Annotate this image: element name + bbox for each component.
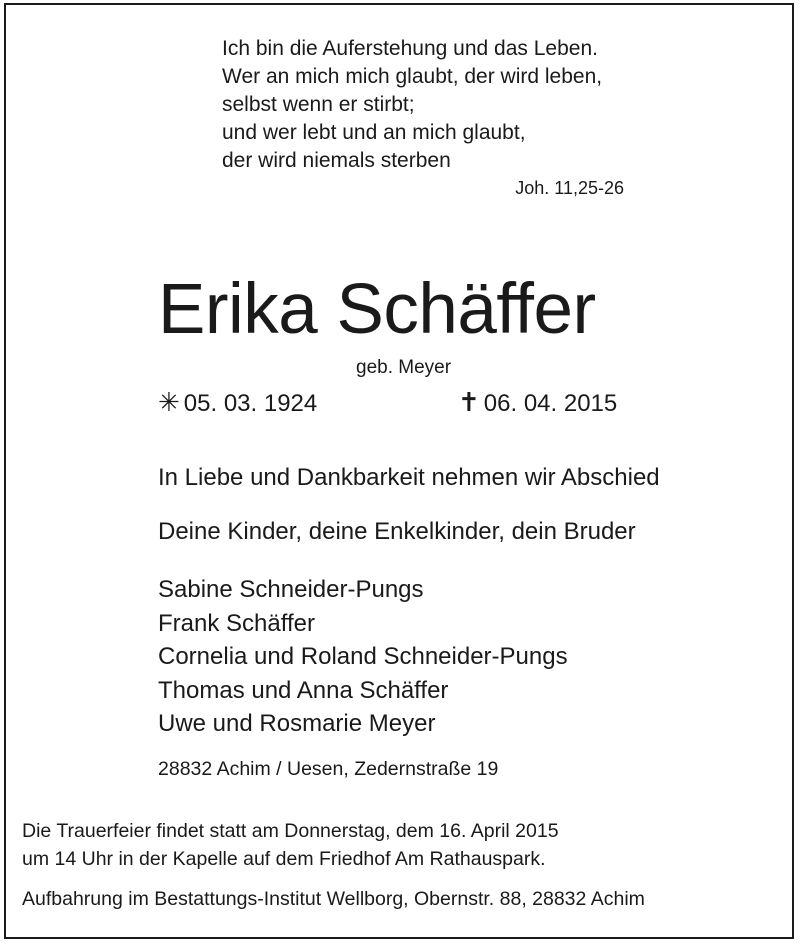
verse-line: Ich bin die Auferstehung und das Leben. [222, 37, 598, 60]
birth-date: 05. 03. 1924 [183, 390, 318, 417]
birth-star-icon: ✳ [158, 387, 180, 417]
mourner-list [158, 573, 568, 741]
verse-line: Wer an mich mich glaubt, der wird leben, [222, 65, 603, 88]
service-line: Die Trauerfeier findet statt am Donnerstag, dem 16. April 2015 [22, 820, 559, 842]
signers-line: Deine Kinder, deine Enkelkinder, dein Bruder [158, 518, 636, 545]
farewell-text: In Liebe und Dankbarkeit nehmen wir Abschied [158, 464, 660, 491]
birth-date-line [158, 385, 317, 421]
deceased-name: Erika Schäffer [158, 270, 596, 349]
family-address: 28832 Achim / Uesen, Zedernstraße 19 [158, 758, 499, 780]
mourner-name: Cornelia und Roland Schneider-Pungs [158, 643, 568, 671]
death-cross-icon: ✝ [458, 387, 480, 417]
service-line: um 14 Uhr in der Kapelle auf dem Friedhof Am Rathauspark. [22, 848, 546, 870]
funeral-service-info [22, 817, 559, 873]
verse-line: selbst wenn er stirbt; [222, 93, 415, 116]
bible-verse [222, 35, 602, 175]
maiden-name: geb. Meyer [356, 357, 452, 378]
death-date: 06. 04. 2015 [483, 390, 618, 417]
mourner-name: Uwe und Rosmarie Meyer [158, 710, 436, 738]
verse-line: und wer lebt und an mich glaubt, [222, 121, 526, 144]
verse-reference: Joh. 11,25-26 [515, 178, 624, 198]
mourner-name: Thomas und Anna Schäffer [158, 676, 449, 704]
death-date-line [458, 385, 617, 421]
viewing-info: Aufbahrung im Bestattungs-Institut Wellborg, Obernstr. 88, 28832 Achim [22, 888, 645, 910]
mourner-name: Sabine Schneider-Pungs [158, 576, 424, 603]
verse-line: der wird niemals sterben [222, 149, 451, 172]
mourner-name: Frank Schäffer [158, 609, 315, 637]
